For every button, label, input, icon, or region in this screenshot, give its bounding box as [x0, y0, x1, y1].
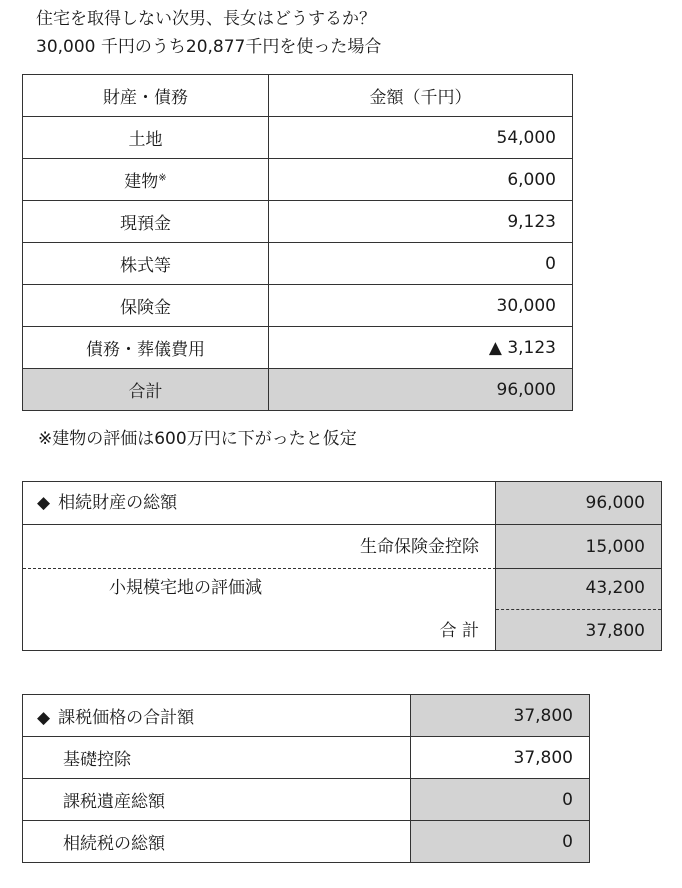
assets-row	[23, 285, 573, 327]
assets-row-value: ▲ 3,123	[269, 327, 573, 369]
assets-total-row	[23, 369, 573, 411]
assets-table	[22, 74, 573, 411]
assets-total-label: 合計	[23, 369, 269, 411]
assets-row	[23, 201, 573, 243]
assets-row	[23, 327, 573, 369]
tax-row-label: 基礎控除	[23, 737, 411, 779]
assets-row-label: 株式等	[23, 243, 269, 285]
assets-row-label: 土地	[23, 117, 269, 159]
assets-row-value: 9,123	[269, 201, 573, 243]
tax-calculation-table	[22, 694, 590, 863]
assets-row-value: 54,000	[269, 117, 573, 159]
tax-row	[23, 779, 590, 821]
tax-row	[23, 821, 590, 863]
assets-row-value: 6,000	[269, 159, 573, 201]
title-line-2: 30,000 千円のうち20,877千円を使った場合	[36, 37, 382, 57]
diamond-bullet-icon: ◆	[37, 708, 51, 728]
assets-header-row	[23, 75, 573, 117]
tax-row-value: 37,800	[411, 737, 590, 779]
assets-row	[23, 243, 573, 285]
dashed-divider	[496, 609, 661, 610]
dashed-divider	[23, 568, 496, 569]
tax-row-label: ◆ 課税価格の合計額	[23, 695, 411, 737]
assets-row	[23, 117, 573, 159]
assets-row-label: 建物※	[23, 159, 269, 201]
building-note: ※建物の評価は600万円に下がったと仮定	[38, 429, 357, 449]
assets-header-amount: 金額（千円）	[269, 75, 573, 117]
summary-total-label: 合 計	[439, 621, 479, 641]
estate-total-value: 96,000	[585, 493, 645, 513]
footnote-mark: ※	[158, 172, 167, 184]
tax-row-label: 相続税の総額	[23, 821, 411, 863]
small-residential-land-value: 43,200	[585, 578, 645, 598]
life-insurance-deduction-label: 生命保険金控除	[360, 537, 479, 557]
assets-total-value: 96,000	[269, 369, 573, 411]
small-residential-land-label: 小規模宅地の評価減	[109, 578, 262, 598]
tax-row	[23, 737, 590, 779]
row-divider	[23, 524, 661, 525]
tax-row-label: 課税遺産総額	[23, 779, 411, 821]
assets-row-label: 債務・葬儀費用	[23, 327, 269, 369]
tax-row	[23, 695, 590, 737]
assets-row	[23, 159, 573, 201]
assets-row-value: 0	[269, 243, 573, 285]
estate-total-label: ◆ 相続財産の総額	[37, 493, 178, 513]
life-insurance-deduction-value: 15,000	[585, 537, 645, 557]
assets-row-label: 保険金	[23, 285, 269, 327]
row-divider	[496, 568, 661, 569]
diamond-bullet-icon: ◆	[37, 493, 51, 513]
title-line-1: 住宅を取得しない次男、長女はどうするか？	[36, 9, 376, 29]
assets-header-item: 財産・債務	[23, 75, 269, 117]
assets-row-label: 現預金	[23, 201, 269, 243]
estate-summary-table	[22, 481, 662, 651]
assets-row-value: 30,000	[269, 285, 573, 327]
summary-total-value: 37,800	[585, 621, 645, 641]
tax-row-value: 0	[411, 779, 590, 821]
tax-row-value: 37,800	[411, 695, 590, 737]
tax-row-value: 0	[411, 821, 590, 863]
